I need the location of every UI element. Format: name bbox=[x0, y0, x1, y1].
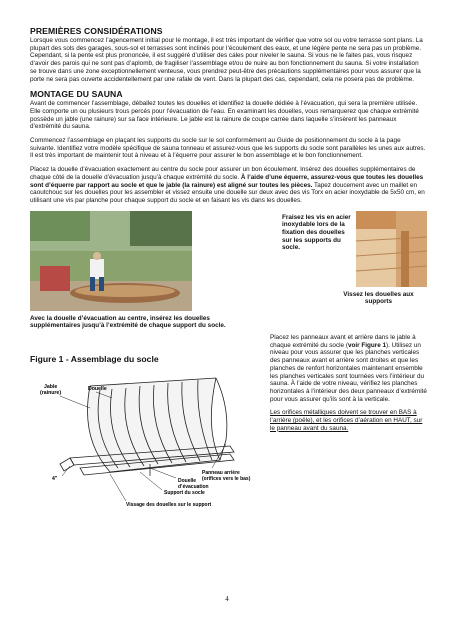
para-panneaux-ref: voir Figure 1 bbox=[347, 341, 387, 349]
label-orifices: (orifices vers le bas) bbox=[202, 476, 251, 483]
para-panneaux-c: ). Utilisez un niveau pour vous assurer que les planches verticales des panneaux avant et arrière sont droites et que les planches de renfort horizontales maintenant ensemble les planches verticales sont tournées vers l’intérieur du sauna. À l’aide de votre niveau, vérifiez les planches horizontales à l’intérieur des deux panneaux d’extrémité pour vous assurer qu’ils sont à la verticale. bbox=[270, 341, 427, 403]
label-douelle-evac-2: d’évacuation bbox=[178, 484, 209, 491]
label-douelle: Douelle bbox=[88, 386, 107, 393]
para-montage-3 bbox=[30, 166, 427, 205]
right-column bbox=[270, 334, 427, 438]
para-montage-3-b: À l’aide d’une équerre, assurez-vous que toutes les douelles sont d’équerre par rapport au socle et que le jable (la rainure) est aligné sur toutes les pièces. bbox=[30, 173, 424, 189]
label-vissage: Vissage des douelles sur le support bbox=[126, 502, 212, 509]
photo-assembly-outdoor bbox=[30, 211, 192, 311]
para-montage-3-a: Placez la douelle d’évacuation exactement au centre du socle pour assurer un bon écoulement. Insérez des douelles supplémentaires de chaque côté de la douelle d’évacuation jusqu’à chaque extrémité du socle. bbox=[30, 166, 416, 181]
para-premieres: Lorsque vous commencez l’agencement initial pour le montage, il est très important de vérifier que votre sol ou votre terrasse sont plans. La plupart des sols des garages, sous-sol et terrasses sont inclinés pour l’écoulement des eaux, et une légère pente ne sera pas un problème. Cependant, si la pente est plus prononcée, il est suggéré d’utiliser des cales pour niveler le sauna. Si vous ne le faites pas, vous risquez d’avoir des parois qui ne sont pas d’aplomb, de fragiliser l’assemblage et/ou de nuire au bon fonctionnement du sauna. Si votre installation se trouve dans une zone exceptionnellement venteuse, vous prendrez peut-être des précautions supplémentaires pour vous assurer que la porte ne sera pas ouverte accidentellement par une rafale de vent. Dans la plupart des cas, cependant, cela ne posera pas de problème. bbox=[30, 37, 423, 83]
caption-vissez: Vissez les douelles aux supports bbox=[343, 290, 414, 306]
photo-row bbox=[30, 211, 427, 311]
label-support: Support du socle bbox=[164, 490, 205, 497]
page-content bbox=[30, 26, 427, 514]
para-montage-1: Avant de commencer l’assemblage, déballez toutes les douelles et identifiez la douelle dédiée à l’évacuation, qui sera la première utilisée. Elle comporte un ou plusieurs trous percés pour l’évacuation de l’eau. En examinant les douelles, vous remarquerez que chaque extrémité possède un jable (une rainure) sur sa face intérieure. Le jable est la rainure de coupe carrée dans laquelle s’insèrent les panneaux d’extrémité du sauna. bbox=[30, 100, 419, 131]
lower-section bbox=[30, 334, 427, 514]
caption-douelle-centre: Avec la douelle d’évacuation au centre, insérez les douelles supplémentaires jusqu’à l’extrémité de chaque support du socle. bbox=[30, 314, 226, 330]
label-panneau-arriere: Panneau arrière bbox=[202, 470, 240, 477]
page-number: 4 bbox=[225, 595, 229, 603]
para-montage-2: Commencez l’assemblage en plaçant les supports du socle sur le sol conformément au Guide de positionnement du socle à la page suivante. Identifiez votre modèle spécifique de sauna tonneau et assurez-vous que les supports du socle sont parallèles les unes aux autres. Il est très important de maintenir tout à niveau et à l’équerre pour assurer le bon assemblage et le bon fonctionnement. bbox=[30, 137, 426, 160]
label-jable: Jable bbox=[44, 384, 58, 391]
section-title-premieres: PREMIÈRES CONSIDÉRATIONS bbox=[30, 26, 163, 36]
para-montage-3-c: Tapez doucement avec un maillet en caoutchouc sur les douelles pour les assembler et vissez ensuite une douelle sur deux avec des vis Torx en acier inoxydable de 5x50 cm, en utilisant une vis par planche pour chaque support du socle et en faisant les vis dans les douelles. bbox=[30, 181, 425, 204]
label-rainure: (rainure) bbox=[40, 390, 62, 397]
figure-title: Figure 1 - Assemblage du socle bbox=[30, 354, 159, 365]
caption-fraisez: Fraisez les vis en acier inoxydable lors de la fixation des douelles sur les supports du socle. bbox=[282, 213, 351, 252]
para-panneaux bbox=[270, 334, 427, 403]
label-douelle-evac-1: Douelle bbox=[178, 478, 197, 485]
photo-screwing-staves bbox=[356, 211, 427, 287]
section-title-montage: MONTAGE DU SAUNA bbox=[30, 89, 123, 100]
label-four-inch: 4" bbox=[52, 476, 58, 483]
figure-socle-diagram bbox=[30, 368, 260, 508]
para-panneaux-a: Placez les panneaux avant et arrière dans le jable à chaque extrémité du socle ( bbox=[270, 334, 416, 349]
para-orifices: Les orifices métalliques doivent se trouver en BAS à l’arrière (poêle), et les orifices d’aération en HAUT, sur le panneau avant du sauna. bbox=[270, 409, 423, 432]
